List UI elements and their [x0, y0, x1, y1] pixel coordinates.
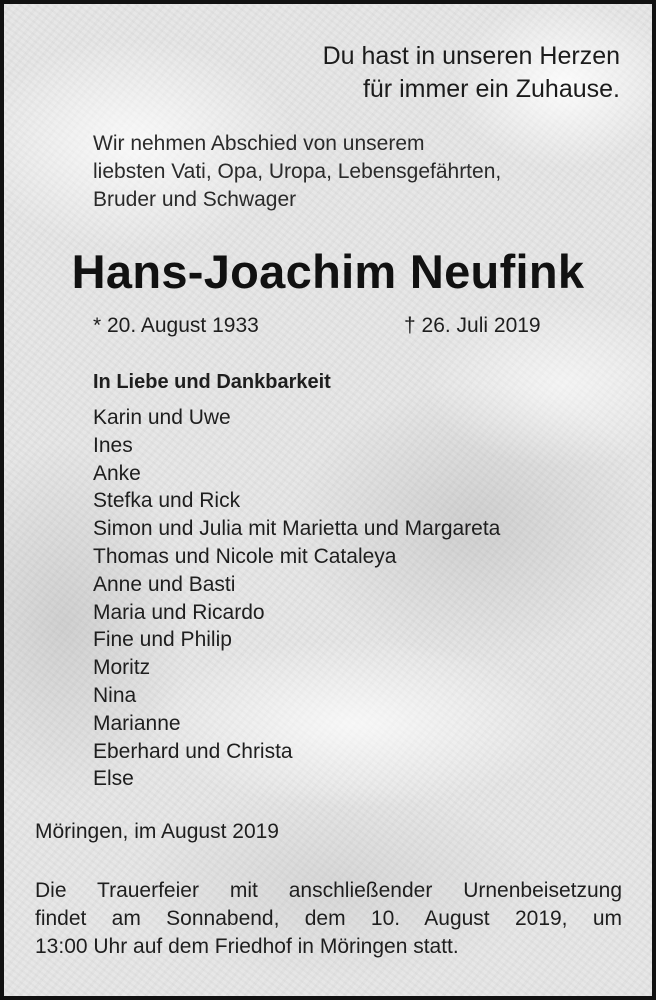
mourner-item: Karin und Uwe: [93, 406, 231, 429]
mourners-list: [93, 404, 500, 793]
motto-line: Du hast in unseren Herzen: [322, 42, 620, 70]
mourner-item: Eberhard und Christa: [93, 739, 293, 763]
mourner-item: Ines: [93, 433, 133, 457]
motto: [323, 40, 620, 106]
intro-line: liebsten Vati, Opa, Uropa, Lebensgefährten,: [93, 160, 502, 183]
intro-text: [93, 130, 501, 214]
motto-line: für immer ein Zuhause.: [362, 75, 620, 103]
mourner-item: Thomas und Nicole mit Cataleya: [93, 544, 397, 568]
mourner-item: Moritz: [93, 656, 151, 680]
mourner-item: Simon und Julia mit Marietta und Margareta: [93, 517, 501, 541]
death-date: † 26. Juli 2019: [404, 314, 541, 337]
deceased-name: Hans-Joachim Neufink: [71, 245, 585, 298]
mourner-item: Marianne: [93, 711, 181, 735]
mourner-item: Fine und Philip: [93, 628, 232, 652]
funeral-notice: [35, 877, 622, 961]
mourner-item: Anke: [93, 461, 141, 485]
place-and-date: Möringen, im August 2019: [35, 820, 279, 843]
birth-date: * 20. August 1933: [93, 314, 259, 337]
mourner-item: Stefka und Rick: [93, 489, 241, 513]
funeral-line: 13:00 Uhr auf dem Friedhof in Möringen statt.: [35, 935, 459, 958]
mourner-item: Else: [93, 767, 134, 791]
funeral-line: findet am Sonnabend, dem 10. August 2019, um: [35, 907, 622, 930]
intro-line: Bruder und Schwager: [93, 188, 297, 211]
mourner-item: Nina: [93, 683, 137, 707]
mourner-item: Maria und Ricardo: [93, 600, 265, 624]
intro-line: Wir nehmen Abschied von unserem: [93, 132, 425, 155]
mourner-item: Anne und Basti: [93, 572, 236, 596]
funeral-line: Die Trauerfeier mit anschließender Urnenbeisetzung: [35, 879, 622, 902]
obituary-content: [4, 4, 652, 996]
closing-phrase: In Liebe und Dankbarkeit: [93, 371, 331, 393]
